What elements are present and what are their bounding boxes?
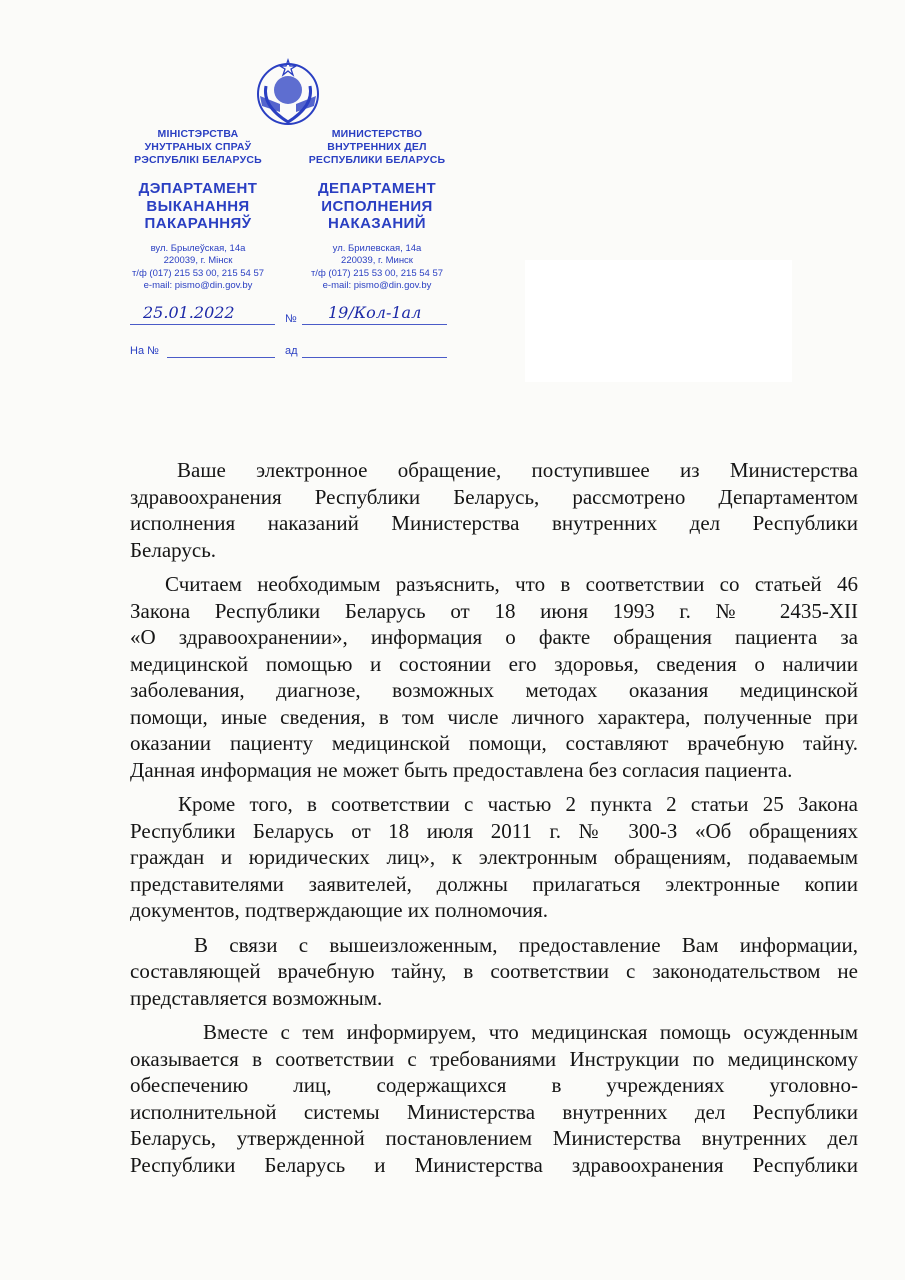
address-ru: ул. Брилевская, 14а 220039, г. Минск т/ф (017) 215 53 00, 215 54 57 e-mail: pismo@din.gov.by bbox=[310, 242, 444, 291]
reply-to-label: На № bbox=[130, 345, 159, 357]
text-line: здравоохранения Республики Беларусь, рассмотрено Департаментом bbox=[130, 484, 858, 509]
date-line bbox=[130, 324, 275, 325]
text-line: Данная информация не может быть предоставлена без согласия пациента. bbox=[130, 757, 793, 782]
header-russian bbox=[292, 128, 462, 293]
text-line: оказании пациенту медицинской помощи, составляют врачебную тайну. bbox=[130, 731, 858, 755]
text-line: составляющей врачебную тайну, в соответствии с законодательством не bbox=[130, 959, 858, 983]
text-line: исполнения наказаний Министерства внутренних дел Республики bbox=[130, 511, 858, 535]
text-line: оказывается в соответствии с требованиями Инструкции по медицинскому bbox=[130, 1046, 858, 1071]
text-line: Республики Беларусь и Министерства здравоохранения Республики bbox=[130, 1152, 858, 1177]
text-line: помощи, иные сведения, в том числе личного характера, полученные при bbox=[130, 704, 858, 729]
redacted-recipient-block bbox=[525, 260, 792, 382]
text-line: «О здравоохранении», информация о факте обращения пациента за bbox=[130, 625, 858, 649]
text-line: Беларусь. bbox=[130, 537, 217, 562]
header-belarusian bbox=[113, 128, 283, 293]
text-line: Беларусь, утвержденной постановлением Министерства внутренних дел bbox=[130, 1126, 858, 1150]
text-line: Ваше электронное обращение, поступившее из Министерства bbox=[177, 458, 858, 482]
letter-body bbox=[130, 457, 858, 1186]
paragraph bbox=[130, 791, 858, 924]
text-line: представителями заявителей, должны прилагаться электронные копии bbox=[130, 871, 858, 896]
text-line: медицинской помощью и состоянии его здоровья, сведения о наличии bbox=[130, 651, 858, 676]
state-emblem-icon bbox=[252, 56, 324, 128]
from-line bbox=[302, 357, 447, 358]
department-name-ru: ДЕПАРТАМЕНТ ИСПОЛНЕНИЯ НАКАЗАНИЙ bbox=[317, 180, 437, 232]
number-label: № bbox=[285, 313, 297, 325]
ministry-name-ru: МИНИСТЕРСТВО ВНУТРЕННИХ ДЕЛ РЕСПУБЛИКИ БЕЛАРУСЬ bbox=[308, 128, 446, 166]
handwritten-date: 25.01.2022 bbox=[143, 303, 235, 322]
text-line: граждан и юридических лиц», к электронным обращениям, подаваемым bbox=[130, 845, 858, 869]
text-line: Считаем необходимым разъяснить, что в соответствии со статьей 46 bbox=[165, 572, 858, 596]
text-line: В связи с вышеизложенным, предоставление Вам информации, bbox=[194, 932, 858, 957]
text-line: Вместе с тем информируем, что медицинская помощь осужденным bbox=[203, 1020, 858, 1044]
text-line: представляется возможным. bbox=[130, 985, 383, 1010]
reply-to-line bbox=[167, 357, 275, 358]
number-line bbox=[302, 324, 447, 325]
text-line: документов, подтверждающие их полномочия. bbox=[130, 898, 548, 922]
text-line: Кроме того, в соответствии с частью 2 пункта 2 статьи 25 Закона bbox=[178, 792, 858, 816]
from-label: ад bbox=[285, 345, 298, 357]
ministry-name-by: МІНІСТЭРСТВА УНУТРАНЫХ СПРАЎ РЭСПУБЛІКІ БЕЛАРУСЬ bbox=[134, 128, 262, 166]
paragraph bbox=[130, 1019, 858, 1178]
address-by: вул. Брылеўская, 14а 220039, г. Мінск т/ф (017) 215 53 00, 215 54 57 e-mail: pismo@din.gov.by bbox=[131, 242, 265, 291]
text-line: Республики Беларусь от 18 июля 2011 г. № 300-З «Об обращениях bbox=[130, 818, 858, 843]
text-line: Закона Республики Беларусь от 18 июня 1993 г. № 2435-XII bbox=[130, 598, 858, 623]
text-line: обеспечению лиц, содержащихся в учреждениях уголовно- bbox=[130, 1073, 858, 1097]
handwritten-number: 19/Кол-1ал bbox=[328, 303, 422, 322]
department-name-by: ДЭПАРТАМЕНТ ВЫКАНАННЯ ПАКАРАННЯЎ bbox=[138, 180, 258, 232]
paragraph bbox=[130, 932, 858, 1012]
paragraph bbox=[130, 457, 858, 563]
paragraph bbox=[130, 571, 858, 783]
text-line: заболевания, диагнозе, возможных методах оказания медицинской bbox=[130, 678, 858, 702]
text-line: исполнительной системы Министерства внутренних дел Республики bbox=[130, 1099, 858, 1124]
